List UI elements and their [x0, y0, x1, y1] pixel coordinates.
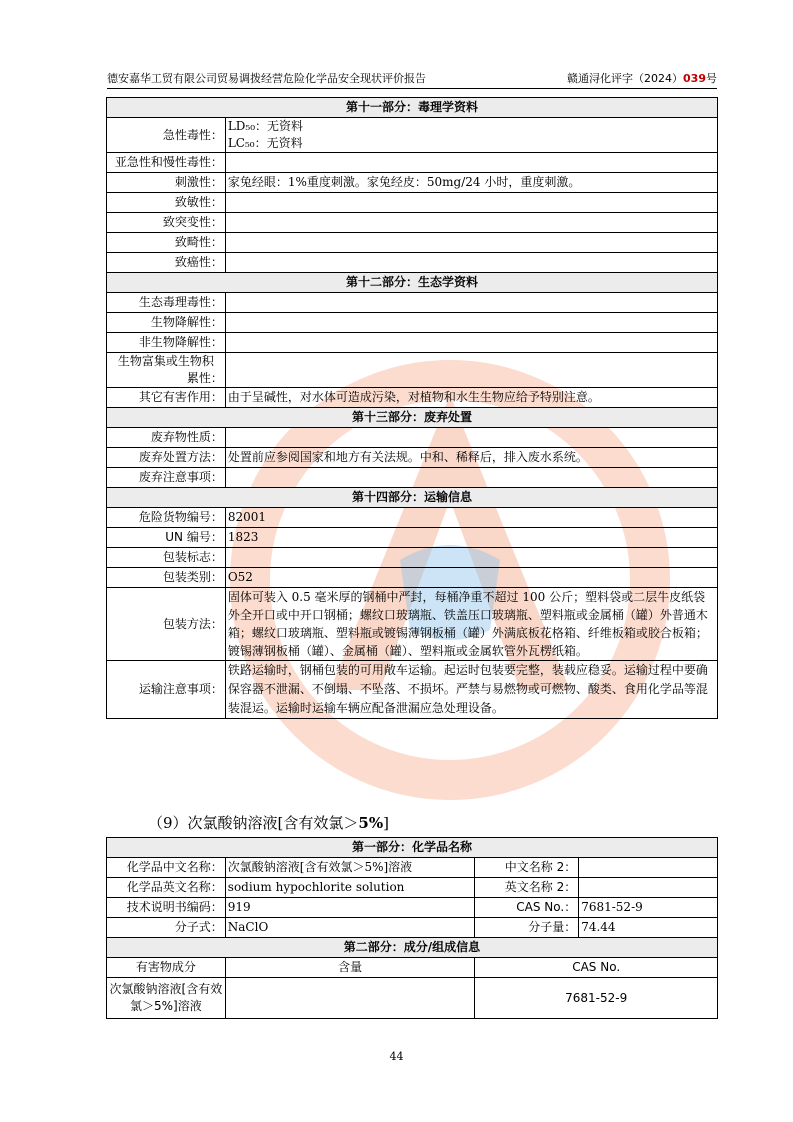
packaging-method-value: 固体可装入 0.5 毫米厚的钢桶中严封，每桶净重不超过 100 公斤；塑料袋或二层牛皮纸袋外全开口或中开口钢桶；螺纹口玻璃瓶、铁盖压口玻璃瓶、塑料瓶或金属桶（罐）外普通木箱；螺纹口玻璃瓶、塑料瓶或镀锡薄钢板桶（罐）外满底板花格箱、纤维板箱或胶合板箱；镀锡薄钢板桶（罐）、金属桶（罐）、塑料瓶或金属软管外瓦楞纸箱。	[225, 588, 717, 661]
package-class-label: 包装类别：	[107, 568, 226, 588]
other-harmful-effects-label: 其它有害作用：	[107, 388, 226, 408]
report-number: 赣通浔化评字（2024）039号	[567, 72, 717, 85]
page-header	[107, 72, 717, 89]
chinese-name-2-label: 中文名称 2：	[475, 858, 579, 878]
non-biodegradability-label: 非生物降解性：	[107, 333, 226, 353]
un-number-value: 1823	[225, 528, 717, 548]
acute-toxicity-label: 急性毒性：	[107, 118, 226, 153]
english-name-2-label: 英文名称 2：	[475, 878, 579, 898]
section-14-title: 第十四部分：运输信息	[107, 488, 718, 508]
waste-disposal-method-label: 废弃处置方法：	[107, 448, 226, 468]
section-13-title: 第十三部分：废弃处置	[107, 408, 718, 428]
section-11-title: 第十一部分：毒理学资料	[107, 98, 718, 118]
msds-table-sections-11-14	[106, 97, 718, 719]
section-2-title: 第二部分：成分/组成信息	[107, 938, 718, 958]
dangerous-goods-number-value: 82001	[225, 508, 717, 528]
tech-code-value: 919	[225, 898, 475, 918]
acute-toxicity-value: LD₅₀：无资料 LC₅₀：无资料	[225, 118, 717, 153]
formula-value: NaClO	[225, 918, 475, 938]
other-harmful-effects-value: 由于呈碱性，对水体可造成污染，对植物和水生生物应给予特别注意。	[225, 388, 717, 408]
mutagenicity-label: 致突变性：	[107, 213, 226, 233]
chemical-heading: （9）次氯酸钠溶液[含有效氯＞5%]	[148, 814, 389, 832]
tech-code-label: 技术说明书编码：	[107, 898, 226, 918]
transport-notes-value: 铁路运输时，钢桶包装的可用敞车运输。起运时包装要完整，装载应稳妥。运输过程中要确保容器不泄漏、不倒塌、不坠落、不损坏。严禁与易燃物或可燃物、酸类、食用化学品等混装混运。运输时运输车辆应配备泄漏应急处理设备。	[225, 661, 717, 719]
un-number-label: UN 编号：	[107, 528, 226, 548]
component-cas: 7681-52-9	[475, 978, 718, 1019]
package-mark-label: 包装标志：	[107, 548, 226, 568]
sensitization-label: 致敏性：	[107, 193, 226, 213]
bioaccumulation-label: 生物富集或生物积 累性：	[107, 353, 226, 388]
english-name-value: sodium hypochlorite solution	[225, 878, 475, 898]
package-class-value: O52	[225, 568, 717, 588]
section-1-title: 第一部分：化学品名称	[107, 838, 718, 858]
report-title: 德安嘉华工贸有限公司贸易调拨经营危险化学品安全现状评价报告	[107, 72, 426, 85]
cas-header: CAS No.	[475, 958, 718, 978]
chinese-name-value: 次氯酸钠溶液[含有效氯＞5%]溶液	[225, 858, 475, 878]
english-name-label: 化学品英文名称：	[107, 878, 226, 898]
biodegradability-label: 生物降解性：	[107, 313, 226, 333]
chinese-name-label: 化学品中文名称：	[107, 858, 226, 878]
irritation-label: 刺激性：	[107, 173, 226, 193]
waste-disposal-method-value: 处置前应参阅国家和地方有关法规。中和、稀释后，排入废水系统。	[225, 448, 717, 468]
component-name: 次氯酸钠溶液[含有效氯＞5%]溶液	[107, 978, 226, 1019]
cas-value: 7681-52-9	[579, 898, 718, 918]
msds-table-sodium-hypochlorite	[106, 837, 718, 1019]
irritation-value: 家兔经眼：1%重度刺激。家兔经皮：50mg/24 小时，重度刺激。	[225, 173, 717, 193]
section-12-title: 第十二部分：生态学资料	[107, 273, 718, 293]
content-header: 含量	[225, 958, 475, 978]
page-number: 44	[389, 1050, 404, 1063]
transport-notes-label: 运输注意事项：	[107, 661, 226, 719]
cas-label: CAS No.：	[475, 898, 579, 918]
waste-nature-label: 废弃物性质：	[107, 428, 226, 448]
carcinogenicity-label: 致癌性：	[107, 253, 226, 273]
waste-notes-label: 废弃注意事项：	[107, 468, 226, 488]
harmful-component-header: 有害物成分	[107, 958, 226, 978]
molecular-weight-label: 分子量：	[475, 918, 579, 938]
molecular-weight-value: 74.44	[579, 918, 718, 938]
ecotoxicity-label: 生态毒理毒性：	[107, 293, 226, 313]
subacute-toxicity-label: 亚急性和慢性毒性：	[107, 153, 226, 173]
formula-label: 分子式：	[107, 918, 226, 938]
dangerous-goods-number-label: 危险货物编号：	[107, 508, 226, 528]
teratogenicity-label: 致畸性：	[107, 233, 226, 253]
packaging-method-label: 包装方法：	[107, 588, 226, 661]
